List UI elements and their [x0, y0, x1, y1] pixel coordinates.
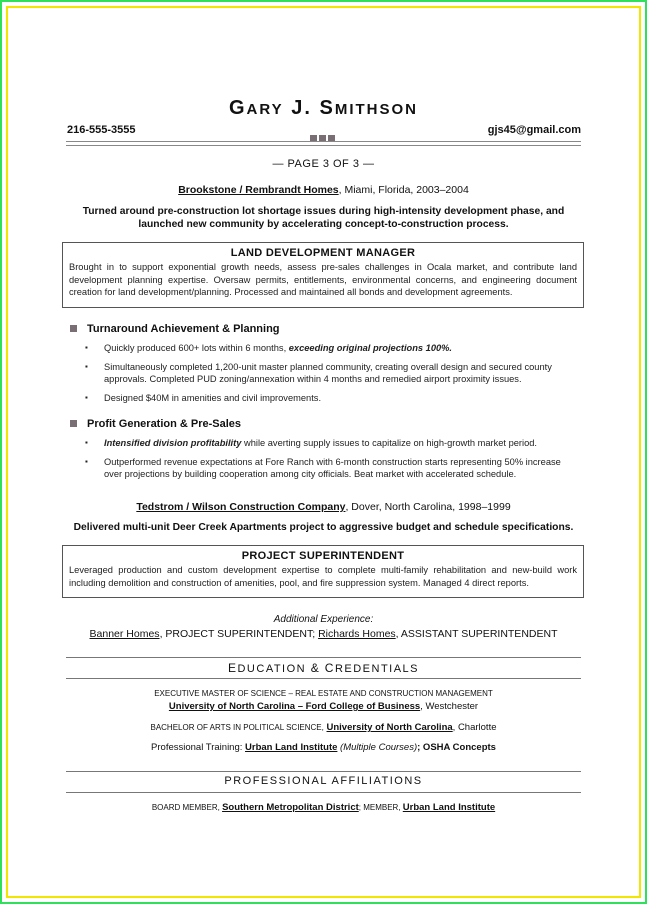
- square-bullet-icon: [70, 420, 77, 427]
- job1-company: Brookstone / Rembrandt Homes: [178, 184, 339, 196]
- list-item: ▪ Outperformed revenue expectations at Fore Ranch with 6-month construction starts representing 50% increase over projections by building cooperation among city officials. Beat market with accelerated schedule.: [85, 456, 575, 481]
- list-item: ▪ Simultaneously completed 1,200-unit master planned community, creating overall design and secured county approvals. Completed PUD zoning/annexation within 4 months and remedied airport proximity issues.: [85, 361, 575, 386]
- school1-line: University of North Carolina – Ford College of Business, Westchester: [168, 701, 479, 712]
- achievement-group1-heading: Turnaround Achievement & Planning: [70, 323, 280, 335]
- affiliations-rule-bottom: [66, 792, 581, 793]
- additional-experience-line: Banner Homes, PROJECT SUPERINTENDENT; Richards Homes, ASSISTANT SUPERINTENDENT: [89, 628, 558, 640]
- job1-role-text: Brought in to support exponential growth needs, assess pre-sales challenges in Ocala market, and contribute land development planning expertise. Oversaw permits, entitlements, environmental concerns, and engineering document creation for land development/planning. Processed and maintained all bonds and development agreements.: [69, 262, 577, 297]
- job2-company: Tedstrom / Wilson Construction Company: [136, 501, 346, 513]
- degree2-line: BACHELOR OF ARTS IN POLITICAL SCIENCE, University of North Carolina, Charlotte: [150, 722, 497, 733]
- list-item: ▪ Designed $40M in amenities and civil improvements.: [85, 392, 575, 405]
- additional-experience-label: Additional Experience:: [273, 614, 374, 625]
- header-rule: [66, 141, 581, 142]
- achievement-group1-list: [85, 342, 575, 410]
- email-address: gjs45@gmail.com: [487, 124, 581, 136]
- achievement-group2-list: [85, 437, 575, 487]
- education-rule-bottom: [66, 678, 581, 679]
- job2-role-box: [62, 545, 584, 598]
- page-indicator: — PAGE 3 OF 3 —: [272, 158, 375, 170]
- job1-role-title: LAND DEVELOPMENT MANAGER: [230, 247, 416, 259]
- education-heading: EDUCATION & CREDENTIALS: [227, 661, 420, 675]
- job1-role-box: [62, 242, 584, 308]
- affiliations-rule: [66, 771, 581, 772]
- achievement-group2-heading: Profit Generation & Pre-Sales: [70, 418, 241, 430]
- training-line: Professional Training: Urban Land Institute (Multiple Courses); OSHA Concepts: [151, 742, 496, 753]
- decorative-squares: [310, 128, 337, 146]
- affiliations-line: BOARD MEMBER, Southern Metropolitan District; MEMBER, Urban Land Institute: [151, 802, 496, 813]
- job2-role-text: Leveraged production and custom development expertise to complete multi-family rehabilitation and new-build work including demolition and construction of amenities, pool, and fire suppression system. Managed 4 direct reports.: [69, 565, 577, 588]
- job1-company-line: Brookstone / Rembrandt Homes, Miami, Florida, 2003–2004: [178, 184, 469, 196]
- degree1: EXECUTIVE MASTER OF SCIENCE – REAL ESTATE AND CONSTRUCTION MANAGEMENT: [154, 689, 493, 698]
- candidate-name: GARY J. SMITHSON: [228, 97, 418, 119]
- phone-number: 216-555-3555: [67, 124, 136, 136]
- list-item: ▪ Intensified division profitability while averting supply issues to capitalize on high-growth market period.: [85, 437, 575, 450]
- affiliations-heading: PROFESSIONAL AFFILIATIONS: [224, 775, 423, 787]
- education-rule: [66, 657, 581, 658]
- list-item: ▪ Quickly produced 600+ lots within 6 months, exceeding original projections 100%.: [85, 342, 575, 355]
- job2-company-line: Tedstrom / Wilson Construction Company, Dover, North Carolina, 1998–1999: [136, 501, 511, 513]
- square-bullet-icon: [70, 325, 77, 332]
- job2-summary: Delivered multi-unit Deer Creek Apartments project to aggressive budget and schedule specifications.: [73, 522, 574, 533]
- header-rule-thin: [66, 145, 581, 146]
- job2-role-title: PROJECT SUPERINTENDENT: [241, 550, 405, 562]
- job1-summary: Turned around pre-construction lot shortage issues during high-intensity development phase, and launched new community by accelerating concept-to-construction process.: [82, 206, 565, 230]
